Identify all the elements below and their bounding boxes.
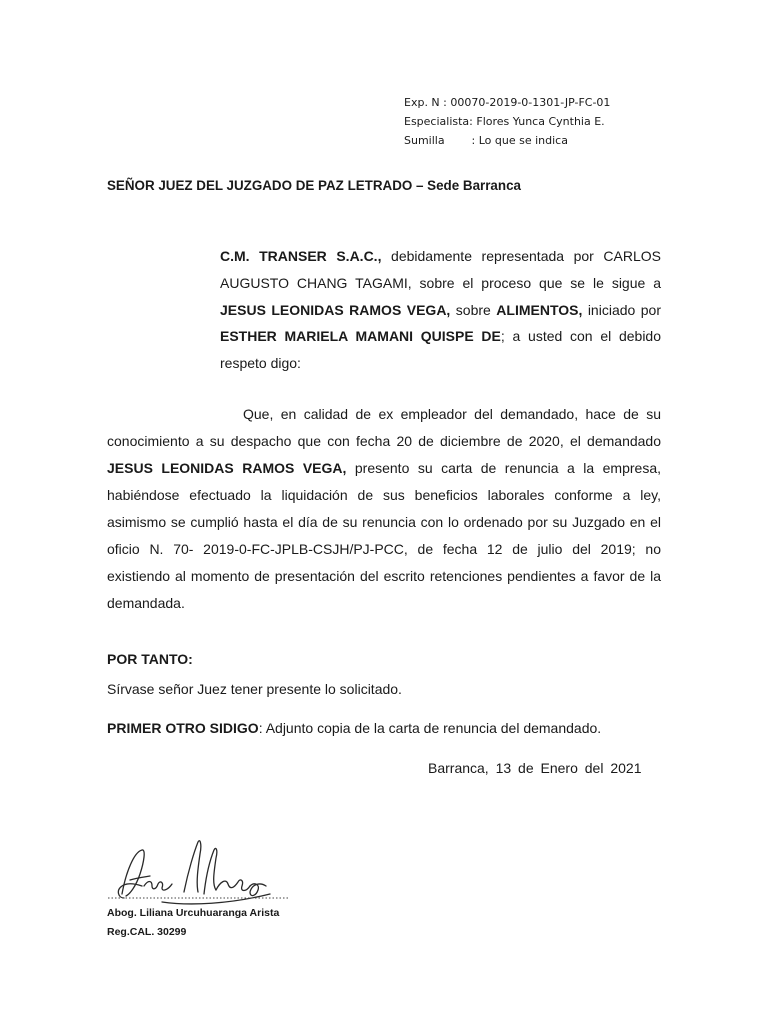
intro-text-1: debidamente representada por CARLOS AUGUSTO CHANG TAGAMI, sobre el proceso que se le sigue a: [220, 248, 661, 291]
body-defendant-name: JESUS LEONIDAS RAMOS VEGA,: [107, 460, 347, 476]
defendant-name: JESUS LEONIDAS RAMOS VEGA,: [220, 301, 451, 318]
body-text-1: Que, en calidad de ex empleador del demandado, hace de su conocimiento a su despacho que con fecha 20 de diciembre de 2020, el demandado: [107, 406, 661, 449]
signer-name: Abog. Liliana Urcuhuaranga Arista: [107, 907, 280, 919]
otrosi-label: PRIMER OTRO SIDIGO: [107, 720, 259, 736]
intro-text-2: sobre: [450, 301, 497, 318]
sumilla-row: [404, 131, 610, 150]
intro-paragraph: [220, 243, 661, 377]
date-line: Barranca, 13 de Enero del 2021: [428, 760, 642, 776]
expediente-label: Exp. N :: [404, 96, 447, 109]
especialista-row: [404, 112, 610, 131]
expediente-row: [404, 93, 610, 112]
plaintiff-name: ESTHER MARIELA MAMANI QUISPE DE: [220, 328, 501, 345]
matter-name: ALIMENTOS,: [496, 301, 583, 318]
sumilla-label: Sumilla: [404, 134, 445, 147]
otrosi-text: : Adjunto copia de la carta de renuncia del demandado.: [258, 720, 602, 736]
expediente-value: 00070-2019-0-1301-JP-FC-01: [450, 96, 611, 109]
especialista-value: Flores Yunca Cynthia E.: [476, 115, 605, 128]
body-text-2: presento su carta de renuncia a la empresa, habiéndose efectuado la liquidación de sus beneficios laborales conforme a ley, asimismo se cumplió hasta el día de su renuncia con lo ordenado por su Juzgado en el oficio N. 70- 2019-0-FC-JPLB-CSJH/PJ-PCC, de fecha 12 de julio del 2019; no existiendo al momento de presentación del escrito retenciones pendientes a favor de la demandada.: [107, 460, 662, 611]
intro-text-3: iniciado por: [582, 301, 661, 318]
request-line: Sírvase señor Juez tener presente lo solicitado.: [107, 681, 402, 697]
body-paragraph: [107, 401, 661, 617]
por-tanto-heading: POR TANTO:: [107, 651, 193, 667]
otrosi-line: [107, 720, 601, 736]
addressee-heading: SEÑOR JUEZ DEL JUZGADO DE PAZ LETRADO – Sede Barranca: [107, 178, 521, 193]
signer-registration: Reg.CAL. 30299: [107, 926, 187, 938]
sumilla-value: : Lo que se indica: [471, 134, 568, 147]
especialista-label: Especialista:: [404, 115, 473, 128]
intro-text-4: ; a usted con el debido respeto digo:: [220, 328, 661, 372]
company-name: C.M. TRANSER S.A.C.,: [220, 248, 382, 264]
case-header: [404, 93, 610, 150]
